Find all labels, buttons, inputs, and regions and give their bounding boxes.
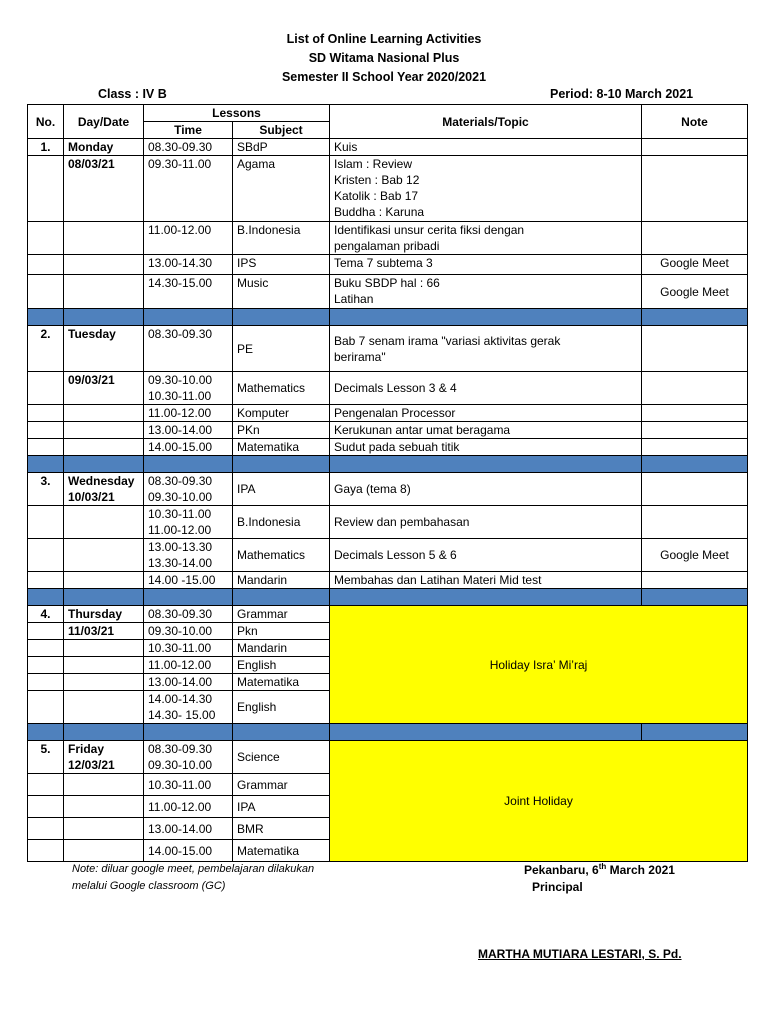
materials-line: Bab 7 senam irama "variasi aktivitas gerak: [334, 333, 561, 348]
note-cell: [642, 156, 748, 222]
table-row: [28, 473, 748, 506]
time-cell: [144, 691, 233, 724]
time-cell: [144, 506, 233, 539]
time-line: 14.30- 15.00: [148, 708, 216, 722]
col-time-header: Time: [144, 122, 233, 139]
materials-cell: Membahas dan Latihan Materi Mid test: [330, 572, 642, 589]
empty-cell: [28, 405, 64, 422]
day-number: 1.: [28, 139, 64, 156]
time-line: 09.30-10.00: [148, 758, 213, 772]
document-title: List of Online Learning Activities: [286, 32, 482, 46]
table-row: [28, 439, 748, 456]
period-label: Period: 8-10 March 2021: [550, 87, 694, 101]
subject-cell: Mandarin: [233, 572, 330, 589]
empty-cell: [28, 439, 64, 456]
materials-line: Katolik : Bab 17: [334, 189, 419, 203]
time-line: 09.30-10.00: [148, 373, 213, 387]
holiday-banner: Holiday Isra’ Mi’raj: [330, 606, 748, 724]
subject-cell: Mandarin: [233, 640, 330, 657]
subject-cell: Matematika: [233, 674, 330, 691]
time-cell: 14.00-15.00: [144, 840, 233, 862]
day-name: Thursday: [64, 606, 144, 623]
table-row: [28, 139, 748, 156]
materials-cell: Gaya (tema 8): [330, 473, 642, 506]
materials-line: Kristen : Bab 12: [334, 173, 420, 187]
table-row: [28, 741, 748, 774]
note-cell: [642, 506, 748, 539]
materials-cell: Decimals Lesson 3 & 4: [330, 372, 642, 405]
col-note-header: Note: [642, 105, 748, 139]
materials-cell: [330, 326, 642, 372]
class-label: Class : IV B: [98, 87, 167, 101]
schedule-table: [27, 104, 748, 862]
time-cell: [144, 741, 233, 774]
footnote-line-1: Note: diluar google meet, pembelajaran dilakukan: [72, 863, 315, 875]
empty-cell: [64, 506, 144, 539]
empty-cell: [28, 275, 64, 309]
time-cell: 13.00-14.00: [144, 818, 233, 840]
day-name-date: [64, 741, 144, 774]
note-cell: Google Meet: [642, 539, 748, 572]
materials-cell: [330, 275, 642, 309]
empty-cell: [64, 774, 144, 796]
table-row: [28, 156, 748, 222]
time-cell: 10.30-11.00: [144, 640, 233, 657]
time-cell: [144, 539, 233, 572]
empty-cell: [64, 405, 144, 422]
time-cell: 09.30-10.00: [144, 623, 233, 640]
time-cell: [144, 473, 233, 506]
empty-cell: [64, 572, 144, 589]
day-date: 08/03/21: [64, 156, 144, 222]
time-cell: 13.00-14.00: [144, 422, 233, 439]
day-name: Wednesday: [68, 474, 135, 488]
empty-cell: [64, 640, 144, 657]
note-cell: Google Meet: [642, 255, 748, 275]
table-row: [28, 539, 748, 572]
empty-cell: [64, 840, 144, 862]
note-cell: [642, 326, 748, 372]
empty-cell: [64, 674, 144, 691]
empty-cell: [28, 818, 64, 840]
table-row: [28, 572, 748, 589]
materials-cell: Pengenalan Processor: [330, 405, 642, 422]
time-cell: 11.00-12.00: [144, 222, 233, 255]
subject-cell: PE: [233, 326, 330, 372]
empty-cell: [64, 657, 144, 674]
empty-cell: [64, 539, 144, 572]
table-row: [28, 606, 748, 623]
empty-cell: [28, 255, 64, 275]
school-name: SD Witama Nasional Plus: [308, 51, 460, 65]
note-cell: [642, 572, 748, 589]
empty-cell: [28, 796, 64, 818]
footnote-line-2: melalui Google classroom (GC): [72, 880, 226, 892]
materials-line: Latihan: [334, 292, 374, 306]
empty-cell: [64, 422, 144, 439]
subject-cell: IPA: [233, 473, 330, 506]
materials-line: Identifikasi unsur cerita fiksi dengan: [334, 223, 525, 237]
col-lessons-header: Lessons: [144, 105, 330, 122]
holiday-banner: Joint Holiday: [330, 741, 748, 862]
note-cell: [642, 405, 748, 422]
time-cell: 14.00 -15.00: [144, 572, 233, 589]
day-number: 2.: [28, 326, 64, 372]
day-separator: [28, 724, 748, 741]
time-cell: 14.30-15.00: [144, 275, 233, 309]
time-cell: 11.00-12.00: [144, 657, 233, 674]
day-date: 12/03/21: [68, 758, 115, 772]
materials-cell: Tema 7 subtema 3: [330, 255, 642, 275]
day-number: 3.: [28, 473, 64, 506]
empty-cell: [28, 640, 64, 657]
note-cell: [642, 139, 748, 156]
day-date: 11/03/21: [64, 623, 144, 640]
time-line: 10.30-11.00: [148, 389, 212, 403]
materials-cell: Kerukunan antar umat beragama: [330, 422, 642, 439]
subject-cell: Mathematics: [233, 372, 330, 405]
subject-cell: Mathematics: [233, 539, 330, 572]
subject-cell: SBdP: [233, 139, 330, 156]
time-cell: 09.30-11.00: [144, 156, 233, 222]
empty-cell: [64, 255, 144, 275]
place-date: [524, 862, 675, 877]
subject-cell: Grammar: [233, 606, 330, 623]
subject-cell: IPS: [233, 255, 330, 275]
day-date: 10/03/21: [68, 490, 115, 504]
subject-cell: Komputer: [233, 405, 330, 422]
subject-cell: BMR: [233, 818, 330, 840]
empty-cell: [28, 774, 64, 796]
day-separator: [28, 309, 748, 326]
empty-cell: [28, 156, 64, 222]
subject-cell: Agama: [233, 156, 330, 222]
col-no-header: No.: [28, 105, 64, 139]
subject-cell: Matematika: [233, 840, 330, 862]
time-cell: 08.30-09.30: [144, 606, 233, 623]
subject-cell: Grammar: [233, 774, 330, 796]
col-day-header: Day/Date: [64, 105, 144, 139]
time-line: 09.30-10.00: [148, 490, 213, 504]
empty-cell: [28, 422, 64, 439]
empty-cell: [64, 275, 144, 309]
table-row: [28, 275, 748, 309]
time-line: 10.30-11.00: [148, 507, 212, 521]
time-cell: 13.00-14.00: [144, 674, 233, 691]
empty-cell: [64, 818, 144, 840]
materials-line: Buddha : Karuna: [334, 205, 425, 219]
empty-cell: [28, 840, 64, 862]
empty-cell: [28, 506, 64, 539]
table-row: [28, 422, 748, 439]
time-cell: 08.30-09.30: [144, 139, 233, 156]
table-row: [28, 405, 748, 422]
place-date-sup: th: [598, 862, 607, 871]
empty-cell: [64, 691, 144, 724]
time-line: 13.30-14.00: [148, 556, 213, 570]
note-cell: [642, 372, 748, 405]
day-name: Monday: [64, 139, 144, 156]
empty-cell: [64, 796, 144, 818]
note-cell: [642, 222, 748, 255]
time-cell: 14.00-15.00: [144, 439, 233, 456]
materials-cell: Kuis: [330, 139, 642, 156]
day-number: 4.: [28, 606, 64, 623]
semester-label: Semester II School Year 2020/2021: [281, 70, 487, 84]
materials-cell: Sudut pada sebuah titik: [330, 439, 642, 456]
empty-cell: [64, 222, 144, 255]
empty-cell: [28, 372, 64, 405]
note-cell: [642, 439, 748, 456]
col-subject-header: Subject: [233, 122, 330, 139]
materials-cell: Review dan pembahasan: [330, 506, 642, 539]
table-row: [28, 506, 748, 539]
subject-cell: PKn: [233, 422, 330, 439]
empty-cell: [28, 222, 64, 255]
materials-cell: [330, 222, 642, 255]
principal-label: Principal: [532, 880, 583, 894]
subject-cell: B.Indonesia: [233, 506, 330, 539]
time-line: 08.30-09.30: [148, 474, 213, 488]
materials-line: Buku SBDP hal : 66: [334, 276, 440, 290]
empty-cell: [28, 572, 64, 589]
subject-cell: Pkn: [233, 623, 330, 640]
time-cell: 11.00-12.00: [144, 405, 233, 422]
day-separator: [28, 456, 748, 473]
col-materials-header: Materials/Topic: [330, 105, 642, 139]
note-cell: Google Meet: [642, 275, 748, 309]
time-line: 08.30-09.30: [148, 742, 213, 756]
empty-cell: [64, 439, 144, 456]
day-separator: [28, 589, 748, 606]
day-name-date: [64, 473, 144, 506]
note-cell: [642, 473, 748, 506]
time-cell: 08.30-09.30: [144, 326, 233, 372]
time-line: 14.00-14.30: [148, 692, 213, 706]
day-date: 09/03/21: [64, 372, 144, 405]
subject-cell: B.Indonesia: [233, 222, 330, 255]
table-row: [28, 326, 748, 372]
time-cell: 13.00-14.30: [144, 255, 233, 275]
subject-cell: Science: [233, 741, 330, 774]
subject-cell: IPA: [233, 796, 330, 818]
materials-line: berirama": [334, 349, 386, 364]
table-row: [28, 372, 748, 405]
note-cell: [642, 422, 748, 439]
day-name: Friday: [68, 742, 105, 756]
table-row: [28, 255, 748, 275]
empty-cell: [28, 623, 64, 640]
empty-cell: [28, 674, 64, 691]
empty-cell: [28, 657, 64, 674]
empty-cell: [28, 691, 64, 724]
materials-line: Islam : Review: [334, 157, 413, 171]
day-number: 5.: [28, 741, 64, 774]
place-date-suffix: March 2021: [606, 863, 675, 877]
materials-line: pengalaman pribadi: [334, 239, 440, 253]
materials-cell: Decimals Lesson 5 & 6: [330, 539, 642, 572]
time-line: 11.00-12.00: [148, 523, 212, 537]
day-name: Tuesday: [64, 326, 144, 372]
empty-cell: [28, 539, 64, 572]
time-cell: 10.30-11.00: [144, 774, 233, 796]
subject-cell: English: [233, 691, 330, 724]
subject-cell: Music: [233, 275, 330, 309]
place-date-prefix: Pekanbaru, 6: [524, 863, 599, 877]
table-row: [28, 222, 748, 255]
subject-cell: English: [233, 657, 330, 674]
time-line: 13.00-13.30: [148, 540, 213, 554]
subject-cell: Matematika: [233, 439, 330, 456]
time-cell: [144, 372, 233, 405]
materials-cell: [330, 156, 642, 222]
signatory-name: MARTHA MUTIARA LESTARI, S. Pd.: [478, 947, 682, 961]
time-cell: 11.00-12.00: [144, 796, 233, 818]
